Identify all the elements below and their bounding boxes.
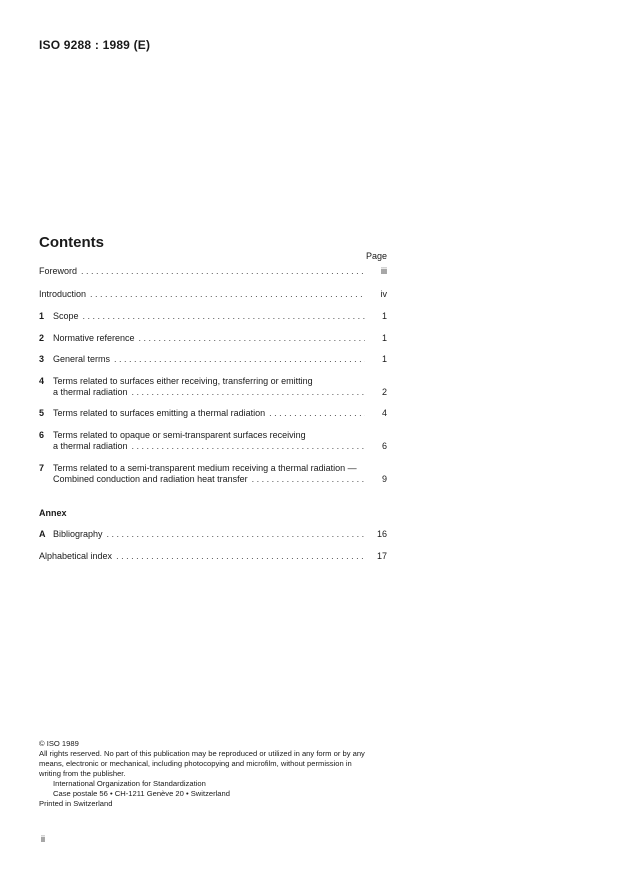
toc-entry-page: 4 <box>381 408 387 418</box>
leader-dots <box>132 441 365 452</box>
toc-entry-page: 9 <box>381 474 387 484</box>
toc-entry-page: 1 <box>381 311 387 321</box>
leader-dots <box>81 266 365 277</box>
toc-entry-number: 1 <box>39 311 45 321</box>
toc-entry-section-4[interactable] <box>39 376 387 398</box>
toc-entry-page: 17 <box>376 551 387 561</box>
page-number: ii <box>41 834 45 844</box>
toc-entry-page: 16 <box>376 529 387 539</box>
toc-entry-number: A <box>39 529 46 539</box>
toc-entry-number: 7 <box>39 463 45 473</box>
toc-entry-page: 1 <box>381 333 387 343</box>
toc-entry-section-5[interactable] <box>39 408 387 419</box>
toc-entry-page: 1 <box>381 354 387 364</box>
toc-entry-introduction[interactable] <box>39 289 387 300</box>
leader-dots <box>107 529 365 540</box>
toc-entry-foreword[interactable] <box>39 266 387 277</box>
toc-entry-number: 3 <box>39 354 45 364</box>
toc-entry-title: General terms <box>53 354 111 364</box>
copyright-notice-line: All rights reserved. No part of this publication may be reproduced or utilized in any form or by any <box>39 749 365 758</box>
annex-heading: Annex <box>39 508 67 518</box>
toc-entry-scope[interactable] <box>39 311 387 322</box>
toc-entry-title: Normative reference <box>53 333 135 343</box>
toc-entry-title: Foreword <box>39 266 78 276</box>
toc-entry-title: Terms related to opaque or semi-transparent surfaces receiving <box>53 430 306 440</box>
toc-entry-title: Introduction <box>39 289 87 299</box>
leader-dots <box>114 354 365 365</box>
toc-entry-section-6[interactable] <box>39 430 387 452</box>
copyright-notice-line: means, electronic or mechanical, including photocopying and microfilm, without permission in <box>39 759 352 768</box>
toc-entry-section-7[interactable] <box>39 463 387 485</box>
organization-address: Case postale 56 • CH-1211 Genève 20 • Switzerland <box>53 789 230 798</box>
toc-entry-page: iv <box>380 289 387 299</box>
toc-entry-title: Terms related to surfaces emitting a thermal radiation <box>53 408 266 418</box>
leader-dots <box>252 474 365 485</box>
leader-dots <box>269 408 365 419</box>
toc-entry-title: Bibliography <box>53 529 103 539</box>
leader-dots <box>90 289 365 300</box>
toc-entry-title: Alphabetical index <box>39 551 113 561</box>
toc-entry-number: 6 <box>39 430 45 440</box>
toc-entry-title-cont: a thermal radiation <box>53 441 128 451</box>
toc-entry-bibliography[interactable] <box>39 529 387 540</box>
toc-entry-page: iii <box>381 266 387 276</box>
copyright-notice-line: writing from the publisher. <box>39 769 126 778</box>
document-id-header: ISO 9288 : 1989 (E) <box>39 38 151 52</box>
printed-in: Printed in Switzerland <box>39 799 113 808</box>
leader-dots <box>83 311 365 322</box>
leader-dots <box>139 333 365 344</box>
toc-entry-page: 2 <box>381 387 387 397</box>
toc-entry-normative-reference[interactable] <box>39 333 387 344</box>
copyright-line: © ISO 1989 <box>39 739 79 748</box>
toc-entry-title: Scope <box>53 311 79 321</box>
toc-entry-page: 6 <box>381 441 387 451</box>
leader-dots <box>132 387 365 398</box>
toc-entry-number: 2 <box>39 333 45 343</box>
toc-entry-title-cont: a thermal radiation <box>53 387 128 397</box>
toc-entry-general-terms[interactable] <box>39 354 387 365</box>
organization-name: International Organization for Standardization <box>53 779 206 788</box>
toc-entry-number: 5 <box>39 408 45 418</box>
page-column-label: Page <box>366 251 388 261</box>
toc-entry-title: Terms related to a semi-transparent medium receiving a thermal radiation — <box>53 463 357 473</box>
contents-title: Contents <box>39 234 104 251</box>
leader-dots <box>116 551 365 562</box>
toc-entry-number: 4 <box>39 376 45 386</box>
toc-entry-title: Terms related to surfaces either receiving, transferring or emitting <box>53 376 313 386</box>
copyright-block <box>39 739 389 809</box>
toc-entry-alphabetical-index[interactable] <box>39 551 387 562</box>
toc-entry-title-cont: Combined conduction and radiation heat transfer <box>53 474 248 484</box>
